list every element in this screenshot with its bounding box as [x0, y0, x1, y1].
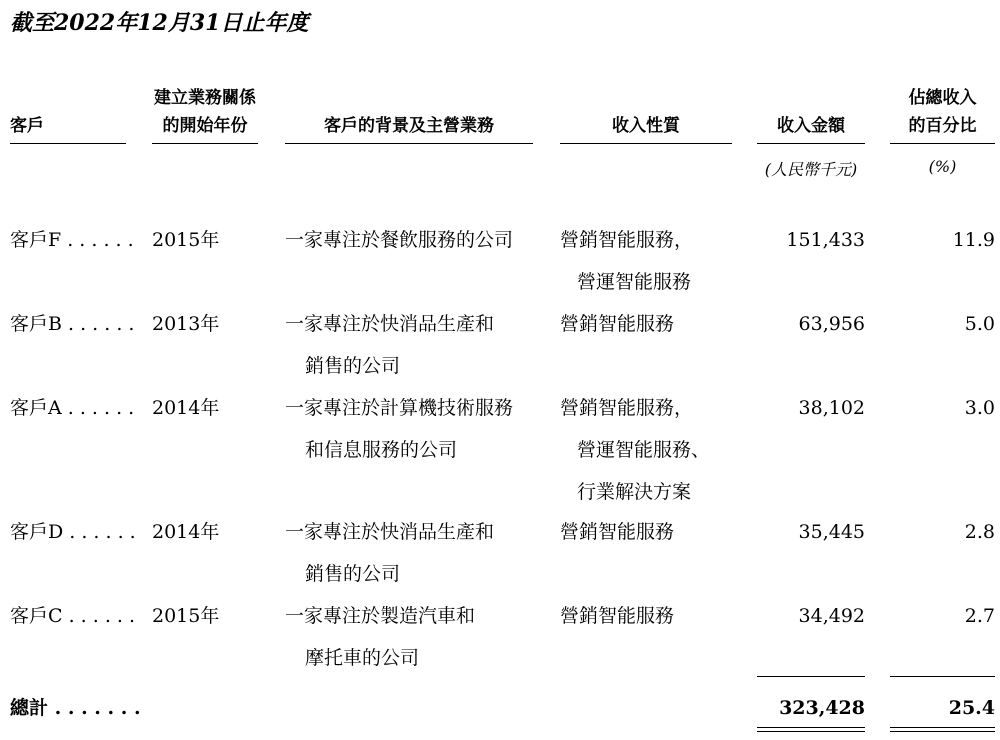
row-amount: 38,102 — [798, 397, 865, 419]
total-label: 總計 . . . . . . . — [10, 697, 141, 719]
header-background: 客戶的背景及主營業務 — [324, 116, 494, 136]
row-nature: 營銷智能服務 — [560, 521, 675, 543]
header-revenue-amount: 收入金額 — [777, 116, 845, 136]
header-share-line2: 的百分比 — [908, 116, 977, 136]
header-rule-background — [285, 143, 533, 144]
row-background: 一家專注於製造汽車和 — [285, 605, 476, 627]
row-background: 一家專注於計算機技術服務 — [285, 397, 514, 419]
row-amount: 35,445 — [798, 521, 865, 543]
row-nature-2: 營運智能服務、 — [577, 439, 711, 461]
total-rule-share — [890, 676, 995, 677]
row-year: 2014年 — [152, 521, 220, 543]
total-amount: 323,428 — [779, 697, 865, 719]
header-rule-year — [152, 143, 258, 144]
header-start-year-line1: 建立業務關係 — [154, 88, 256, 108]
row-background-2: 和信息服務的公司 — [305, 439, 458, 461]
row-background-2: 摩托車的公司 — [305, 647, 420, 669]
header-rule-customer — [10, 143, 126, 144]
row-year: 2015年 — [152, 229, 220, 251]
row-nature: 營銷智能服務， — [560, 397, 694, 419]
row-amount: 151,433 — [786, 229, 865, 251]
row-background: 一家專注於快消品生產和 — [285, 521, 495, 543]
table-title: 截至2022年12月31日止年度 — [10, 10, 309, 36]
total-rule-amount — [757, 676, 865, 677]
row-share: 5.0 — [964, 313, 995, 335]
amount-unit: (人民幣千元) — [764, 160, 858, 179]
row-customer: 客戶A . . . . . . — [10, 397, 135, 419]
row-amount: 34,492 — [798, 605, 865, 627]
row-year: 2014年 — [152, 397, 220, 419]
row-amount: 63,956 — [798, 313, 865, 335]
total-double-rule-amount — [757, 727, 865, 732]
row-background: 一家專注於快消品生產和 — [285, 313, 495, 335]
row-year: 2013年 — [152, 313, 220, 335]
row-share: 2.8 — [964, 521, 995, 543]
header-rule-share — [890, 143, 995, 144]
row-background: 一家專注於餐飲服務的公司 — [285, 229, 514, 251]
row-customer: 客戶B . . . . . . — [10, 313, 135, 335]
header-rule-nature — [560, 143, 732, 144]
row-nature: 營銷智能服務， — [560, 229, 694, 251]
row-nature: 營銷智能服務 — [560, 313, 675, 335]
header-rule-amount — [757, 143, 865, 144]
row-background-2: 銷售的公司 — [305, 355, 401, 377]
header-start-year-line2: 的開始年份 — [162, 116, 248, 136]
header-share-line1: 佔總收入 — [908, 88, 977, 108]
row-nature-3: 行業解決方案 — [577, 481, 692, 503]
header-customer: 客戶 — [10, 116, 44, 136]
total-double-rule-share — [890, 727, 995, 732]
row-share: 3.0 — [964, 397, 995, 419]
row-nature: 營銷智能服務 — [560, 605, 675, 627]
row-year: 2015年 — [152, 605, 220, 627]
row-customer: 客戶D . . . . . . — [10, 521, 136, 543]
row-customer: 客戶F . . . . . . — [10, 229, 134, 251]
total-share: 25.4 — [948, 697, 995, 719]
row-nature-2: 營運智能服務 — [577, 271, 692, 293]
header-revenue-nature: 收入性質 — [612, 116, 680, 136]
row-customer: 客戶C . . . . . . — [10, 605, 136, 627]
row-background-2: 銷售的公司 — [305, 563, 401, 585]
share-unit: (%) — [928, 157, 957, 176]
row-share: 2.7 — [964, 605, 995, 627]
row-share: 11.9 — [952, 229, 995, 251]
